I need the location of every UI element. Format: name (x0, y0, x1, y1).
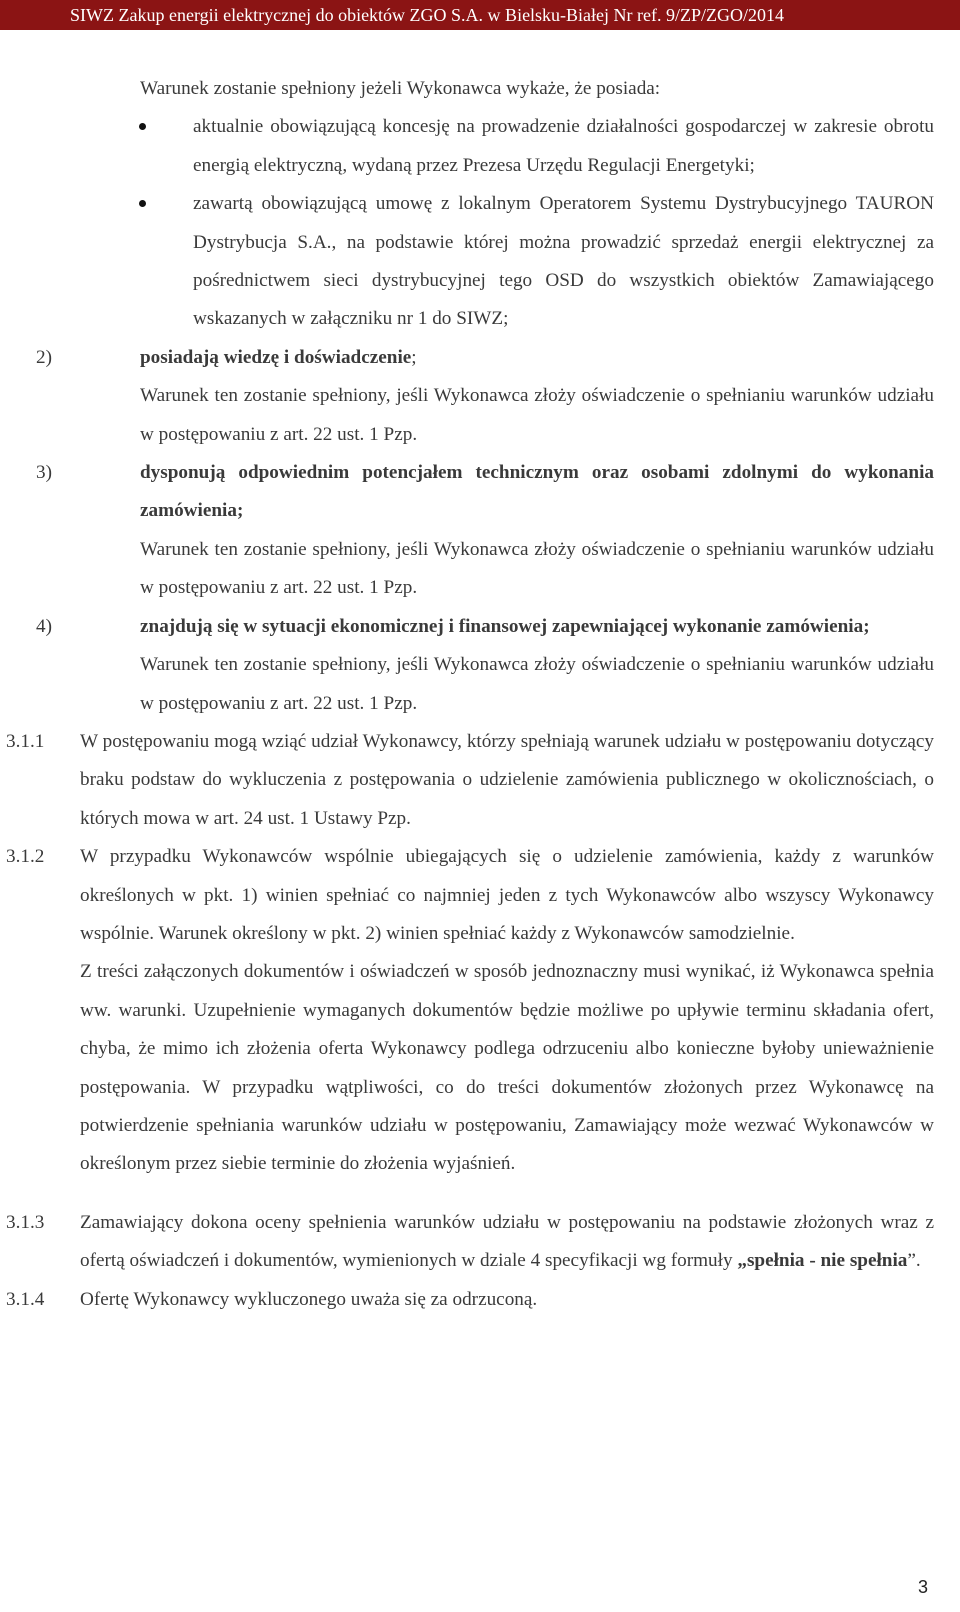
document-body (0, 70, 960, 1319)
section-3-1-2 (6, 838, 934, 1184)
section-3-1-3 (6, 1204, 934, 1281)
bullet-item-license (193, 108, 934, 185)
section-3-1-4 (6, 1281, 934, 1319)
item-title-suffix: ; (411, 346, 417, 368)
section-text: W postępowaniu mogą wziąć udział Wykonawcy, którzy spełniają warunek udziału w postępowaniu dotyczący braku podstaw do wykluczenia z postępowania o udzielenie zamówienia publicznego w okolicznościach, o których mowa w art. 24 ust. 1 Ustawy Pzp. (80, 730, 934, 829)
document-header: SIWZ Zakup energii elektrycznej do obiektów ZGO S.A. w Bielsku-Białej Nr ref. 9/ZP/ZGO/2014 (0, 0, 960, 30)
spacer (0, 1184, 960, 1204)
section-number: 3.1.3 (6, 1211, 45, 1233)
item-title: posiadają wiedzę i doświadczenie (140, 346, 412, 368)
page-number: 3 (917, 1577, 928, 1597)
item-body: Warunek ten zostanie spełniony, jeśli Wykonawca złoży oświadczenie o spełnianiu warunków udziału w postępowaniu z art. 22 ust. 1 Pzp. (140, 654, 934, 714)
item-number: 2) (36, 346, 52, 368)
item-number: 3) (36, 462, 52, 484)
section-extra-text: Z treści załączonych dokumentów i oświadczeń w sposób jednoznaczny musi wynikać, iż Wykonawca spełnia ww. warunki. Uzupełnienie wymaganych dokumentów będzie możliwe po upływie terminu składania ofert, chyba, że mimo ich złożenia oferta Wykonawcy podlega odrzuceniu albo konieczne byłoby unieważnienie postępowania. W przypadku wątpliwości, co do treści dokumentów złożonych przez Wykonawcę na potwierdzenie spełniania warunków udziału w postępowaniu, Zamawiający może wezwać Wykonawców w określonym przez siebie terminie do złożenia wyjaśnień. (80, 961, 934, 1175)
numbered-item-3 (36, 454, 934, 608)
section-text: Ofertę Wykonawcy wykluczonego uważa się za odrzuconą. (80, 1288, 538, 1310)
bullet-icon (139, 200, 146, 207)
numbered-item-2 (36, 339, 934, 454)
section-3-1-1 (6, 723, 934, 838)
bullet-text: zawartą obowiązującą umowę z lokalnym Operatorem Systemu Dystrybucyjnego TAURON Dystrybucja S.A., na podstawie której można prowadzić sprzedaż energii elektrycznej za pośrednictwem sieci dystrybucyjnej tego OSD do wszystkich obiektów Zamawiającego wskazanych w załączniku nr 1 do SIWZ; (193, 193, 934, 330)
section-text: W przypadku Wykonawców wspólnie ubiegających się o udzielenie zamówienia, każdy z warunków określonych w pkt. 1) winien spełniać co najmniej jeden z tych Wykonawców albo wszyscy Wykonawcy wspólnie. Warunek określony w pkt. 2) winien spełniać każdy z Wykonawców samodzielnie. (80, 846, 934, 944)
numbered-item-4 (36, 608, 934, 723)
item-title: dysponują odpowiednim potencjałem technicznym oraz osobami zdolnymi do wykonania zamówienia; (140, 462, 934, 522)
item-title: znajdują się w sytuacji ekonomicznej i finansowej zapewniającej wykonanie zamówienia; (140, 615, 870, 637)
bullet-icon (139, 123, 146, 130)
intro-paragraph: Warunek zostanie spełniony jeżeli Wykonawca wykaże, że posiada: (140, 78, 661, 99)
item-body: Warunek ten zostanie spełniony, jeśli Wykonawca złoży oświadczenie o spełnianiu warunków udziału w postępowaniu z art. 22 ust. 1 Pzp. (140, 385, 934, 445)
section-text: Zamawiający dokona oceny spełnienia warunków udziału w postępowaniu na podstawie złożonych wraz z ofertą oświadczeń i dokumentów, wymienionych w dziale 4 specyfikacji wg formuły (80, 1211, 934, 1272)
section-number: 3.1.4 (6, 1288, 45, 1310)
section-text-end: ”. (907, 1250, 921, 1272)
section-number: 3.1.2 (6, 846, 45, 868)
section-bold-text: „spełnia - nie spełnia (737, 1250, 908, 1272)
bullet-text: aktualnie obowiązującą koncesję na prowadzenie działalności gospodarczej w zakresie obrotu energią elektryczną, wydaną przez Prezesa Urzędu Regulacji Energetyki; (193, 116, 934, 176)
item-body: Warunek ten zostanie spełniony, jeśli Wykonawca złoży oświadczenie o spełnianiu warunków udziału w postępowaniu z art. 22 ust. 1 Pzp. (140, 538, 934, 599)
bullet-item-agreement (193, 185, 934, 339)
item-number: 4) (36, 615, 52, 637)
section-number: 3.1.1 (6, 730, 45, 752)
